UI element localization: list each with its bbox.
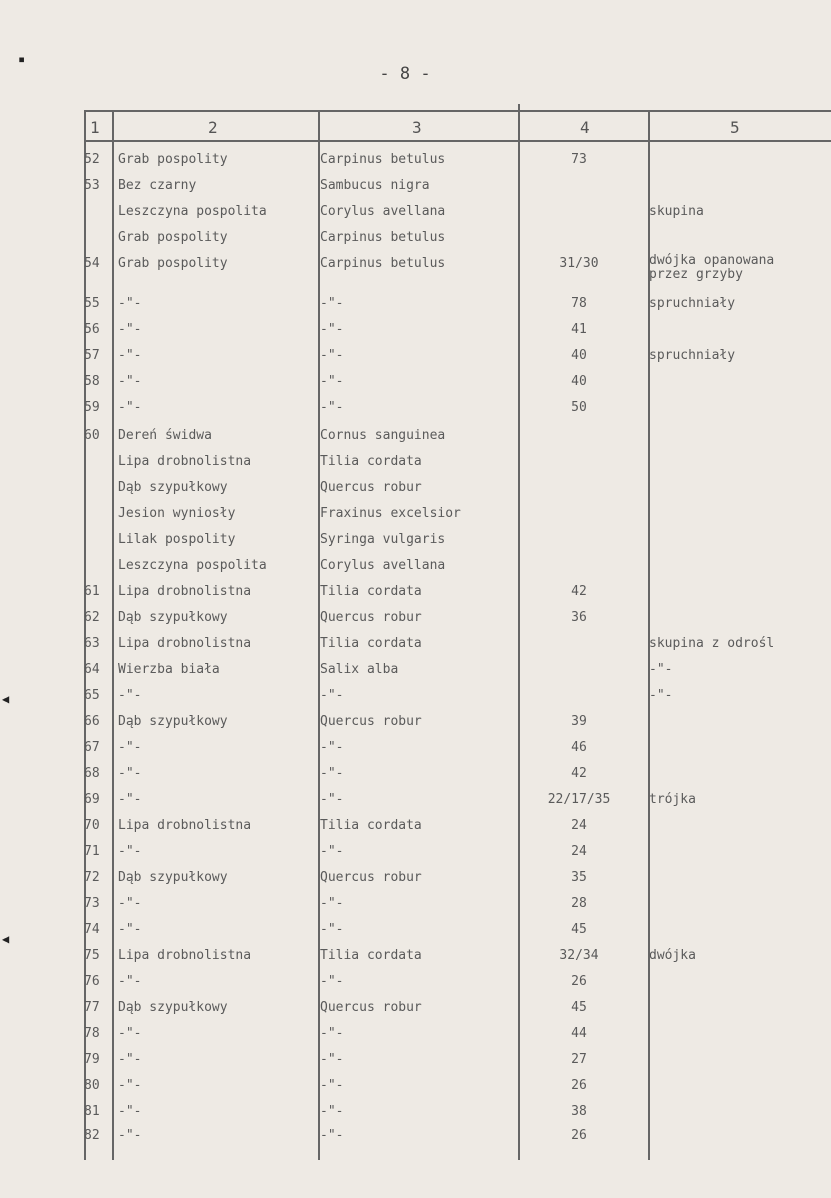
latin-name: -"- [320,374,344,389]
polish-name: Leszczyna pospolita [118,558,267,573]
polish-name: Lipa drobnolistna [118,818,252,833]
row-number: 78 [84,1026,100,1041]
row-number: 81 [84,1104,100,1119]
row-number: 64 [84,662,100,677]
polish-name: Lipa drobnolistna [118,454,252,469]
latin-name: -"- [320,1078,344,1093]
latin-name: Tilia cordata [320,584,422,599]
latin-name: Tilia cordata [320,454,422,469]
measurement-value: 26 [571,974,587,989]
row-number: 63 [84,636,100,651]
table-row [84,452,831,478]
measurement-value: 26 [571,1128,587,1143]
row-number: 69 [84,792,100,807]
remark: -"- [649,688,673,703]
measurement-value: 40 [571,374,587,389]
latin-name: -"- [320,792,344,807]
latin-name: Fraxinus excelsior [320,506,461,521]
remark: dwójka opanowana przez grzyby [649,253,775,282]
polish-name: -"- [118,296,142,311]
measurement-value: 27 [571,1052,587,1067]
polish-name: -"- [118,896,142,911]
row-number: 53 [84,178,100,193]
table-row [84,346,831,372]
remark: skupina [649,204,704,219]
latin-name: -"- [320,766,344,781]
latin-name: Tilia cordata [320,818,422,833]
row-number: 62 [84,610,100,625]
measurement-value: 45 [571,1000,587,1015]
latin-name: -"- [320,896,344,911]
latin-name: Quercus robur [320,714,422,729]
row-number: 82 [84,1128,100,1143]
latin-name: Syringa vulgaris [320,532,446,547]
measurement-value: 26 [571,1078,587,1093]
row-number: 75 [84,948,100,963]
polish-name: Dąb szypułkowy [118,480,228,495]
measurement-value: 31/30 [559,256,599,271]
polish-name: -"- [118,1104,142,1119]
latin-name: -"- [320,322,344,337]
row-number: 74 [84,922,100,937]
table-row [84,1024,831,1050]
row-number: 56 [84,322,100,337]
table-row [84,920,831,946]
latin-name: Quercus robur [320,870,422,885]
measurement-value: 22/17/35 [547,792,611,807]
table-row [84,398,831,424]
polish-name: -"- [118,792,142,807]
table-row [84,738,831,764]
polish-name: -"- [118,374,142,389]
row-number: 54 [84,256,100,271]
table-row [84,764,831,790]
remark: dwójka [649,948,696,963]
table-row [84,946,831,972]
table-row [84,1050,831,1076]
latin-name: Salix alba [320,662,399,677]
table-row [84,608,831,634]
polish-name: Dąb szypułkowy [118,610,228,625]
polish-name: Lipa drobnolistna [118,948,252,963]
table-row [84,294,831,320]
column-header-5: 5 [730,118,740,137]
table-row [84,660,831,686]
column-header-2: 2 [208,118,218,137]
row-number: 80 [84,1078,100,1093]
margin-mark: ◀ [2,932,10,946]
row-number: 76 [84,974,100,989]
polish-name: -"- [118,922,142,937]
polish-name: Grab pospolity [118,256,228,271]
measurement-value: 39 [571,714,587,729]
row-number: 59 [84,400,100,415]
latin-name: -"- [320,400,344,415]
polish-name: Grab pospolity [118,230,228,245]
measurement-value: 36 [571,610,587,625]
row-number: 55 [84,296,100,311]
row-number: 61 [84,584,100,599]
measurement-value: 73 [571,152,587,167]
measurement-value: 28 [571,896,587,911]
row-number: 66 [84,714,100,729]
remark: spruchniały [649,348,736,363]
latin-name: -"- [320,1128,344,1143]
latin-name: Carpinus betulus [320,256,446,271]
measurement-value: 42 [571,766,587,781]
table-row [84,372,831,398]
polish-name: -"- [118,1026,142,1041]
latin-name: -"- [320,922,344,937]
column-header-1: 1 [90,118,100,137]
table-row [84,478,831,504]
polish-name: -"- [118,766,142,781]
latin-name: Quercus robur [320,610,422,625]
latin-name: -"- [320,844,344,859]
row-number: 70 [84,818,100,833]
measurement-value: 24 [571,818,587,833]
polish-name: -"- [118,1052,142,1067]
polish-name: Dąb szypułkowy [118,870,228,885]
table-row [84,176,831,202]
latin-name: Cornus sanguinea [320,428,446,443]
polish-name: -"- [118,1128,142,1143]
page-number: - 8 - [379,64,431,84]
measurement-value: 46 [571,740,587,755]
latin-name: -"- [320,740,344,755]
measurement-value: 45 [571,922,587,937]
row-number: 67 [84,740,100,755]
margin-mark: ▪ [18,52,26,66]
margin-mark: ◀ [2,692,10,706]
table-top-rule [84,110,831,112]
remark: trójka [649,792,696,807]
polish-name: Grab pospolity [118,152,228,167]
measurement-value: 32/34 [559,948,599,963]
table-row [84,998,831,1024]
polish-name: Bez czarny [118,178,197,193]
table-row [84,228,831,254]
table-row [84,972,831,998]
measurement-value: 24 [571,844,587,859]
table-row [84,634,831,660]
table-row [84,790,831,816]
table-row [84,1126,831,1152]
latin-name: -"- [320,974,344,989]
row-number: 52 [84,152,100,167]
row-number: 60 [84,428,100,443]
polish-name: -"- [118,348,142,363]
latin-name: Tilia cordata [320,948,422,963]
table-row [84,254,831,280]
table-row [84,504,831,530]
remark: skupina z odrośl [649,636,775,651]
polish-name: Lilak pospolity [118,532,236,547]
latin-name: -"- [320,688,344,703]
table-row [84,582,831,608]
polish-name: -"- [118,400,142,415]
row-number: 79 [84,1052,100,1067]
polish-name: Jesion wyniosły [118,506,236,521]
latin-name: -"- [320,348,344,363]
polish-name: Dąb szypułkowy [118,714,228,729]
latin-name: -"- [320,296,344,311]
measurement-value: 44 [571,1026,587,1041]
table-row [84,868,831,894]
column-header-3: 3 [412,118,422,137]
polish-name: Lipa drobnolistna [118,584,252,599]
measurement-value: 42 [571,584,587,599]
table-row [84,426,831,452]
row-number: 65 [84,688,100,703]
row-number: 77 [84,1000,100,1015]
table-row [84,686,831,712]
polish-name: Leszczyna pospolita [118,204,267,219]
table-row [84,1076,831,1102]
latin-name: -"- [320,1052,344,1067]
polish-name: Dąb szypułkowy [118,1000,228,1015]
table-row [84,556,831,582]
table-row [84,842,831,868]
polish-name: Dereń świdwa [118,428,212,443]
polish-name: -"- [118,974,142,989]
polish-name: -"- [118,844,142,859]
table-row [84,202,831,228]
table-row [84,712,831,738]
table-row [84,530,831,556]
table-row [84,320,831,346]
latin-name: Quercus robur [320,480,422,495]
column-header-4: 4 [580,118,590,137]
table-row [84,816,831,842]
table-row [84,150,831,176]
table-row [84,1102,831,1128]
polish-name: -"- [118,740,142,755]
remark: -"- [649,662,673,677]
latin-name: Corylus avellana [320,558,446,573]
polish-name: -"- [118,1078,142,1093]
latin-name: Corylus avellana [320,204,446,219]
measurement-value: 35 [571,870,587,885]
latin-name: Sambucus nigra [320,178,430,193]
measurement-value: 40 [571,348,587,363]
row-number: 72 [84,870,100,885]
table-row [84,894,831,920]
measurement-value: 78 [571,296,587,311]
polish-name: Wierzba biała [118,662,220,677]
row-number: 57 [84,348,100,363]
latin-name: Carpinus betulus [320,152,446,167]
polish-name: -"- [118,322,142,337]
latin-name: Tilia cordata [320,636,422,651]
latin-name: -"- [320,1104,344,1119]
row-number: 71 [84,844,100,859]
measurement-value: 38 [571,1104,587,1119]
measurement-value: 41 [571,322,587,337]
latin-name: -"- [320,1026,344,1041]
header-bottom-rule [84,140,831,142]
row-number: 73 [84,896,100,911]
row-number: 68 [84,766,100,781]
remark: spruchniały [649,296,736,311]
polish-name: -"- [118,688,142,703]
row-number: 58 [84,374,100,389]
latin-name: Quercus robur [320,1000,422,1015]
polish-name: Lipa drobnolistna [118,636,252,651]
measurement-value: 50 [571,400,587,415]
latin-name: Carpinus betulus [320,230,446,245]
